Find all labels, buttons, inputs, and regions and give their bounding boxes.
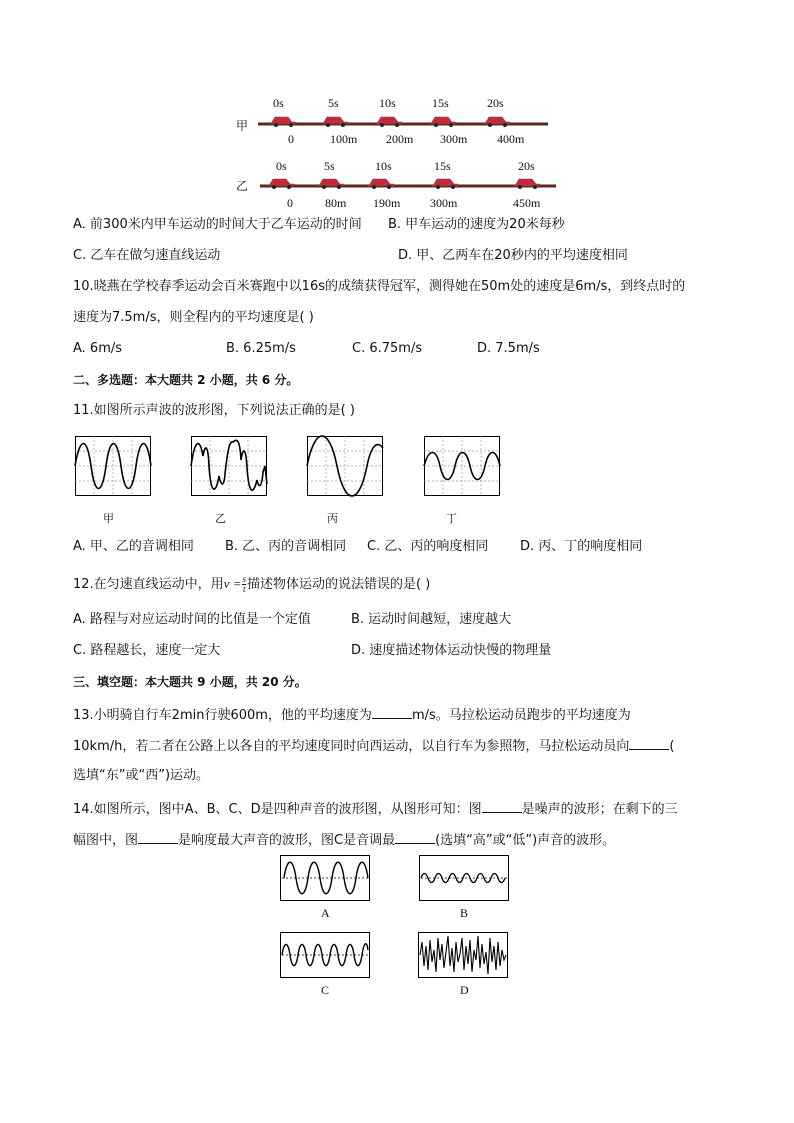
q12-formula-denominator: t (242, 584, 246, 594)
row-b-time-4: 20s (518, 159, 535, 173)
q14-line2-mid: 是响度最大声音的波形，图C是音调最 (178, 833, 396, 848)
row-b-dist-1: 80m (325, 196, 347, 210)
row-a-dist-2: 200m (386, 132, 414, 146)
row-a-dist-4: 400m (497, 132, 525, 146)
waveform-label-C: C (321, 983, 330, 997)
waveform-label-yi: 乙 (215, 512, 226, 525)
row-a-time-3: 15s (432, 96, 449, 110)
q11-option-d: D. 丙、丁的响度相同 (520, 539, 643, 554)
row-a-time-4: 20s (487, 96, 504, 110)
q14-blank-pitch[interactable] (395, 831, 435, 844)
q14-line2-pre: 幅图中，图 (73, 833, 139, 848)
q9-option-b: B. 甲车运动的速度为20米每秒 (388, 217, 565, 232)
waveform-ding (424, 436, 500, 496)
row-b-dist-0: 0 (287, 196, 293, 210)
q13-line2 (73, 737, 674, 755)
q10-option-c: C. 6.75m/s (352, 341, 423, 356)
waveform-label-B: B (460, 906, 469, 920)
q13-line2-pre: 10km/h，若二者在公路上以各自的平均速度同时向西运动，以自行车为参照物，马拉松运动员向 (73, 739, 630, 754)
row-b-dist-2: 190m (373, 196, 401, 210)
q9-option-d: D. 甲、乙两车在20秒内的平均速度相同 (398, 248, 628, 263)
row-b-label: 乙 (236, 179, 249, 193)
q9-option-a: A. 前300米内甲车运动的时间大于乙车运动的时间 (73, 217, 362, 232)
q14-blank-noise[interactable] (482, 800, 522, 813)
waveform-A (280, 855, 370, 901)
waveform-jia (75, 436, 151, 496)
q13-line1-pre: 13.小明骑自行车2min行驶600m，他的平均速度为 (73, 708, 372, 723)
row-a-track (258, 112, 548, 132)
row-a-dist-0: 0 (288, 132, 294, 146)
row-b-dist-4: 450m (513, 196, 541, 210)
q12-formula-numerator: s (242, 574, 246, 584)
q13-line2-post: ( (669, 739, 675, 754)
q12-stem-pre: 12.在匀速直线运动中，用 (73, 577, 224, 592)
row-a-time-0: 0s (273, 96, 284, 110)
q12-formula-fraction (242, 575, 246, 594)
q14-line2 (73, 831, 615, 849)
q12-option-c: C. 路程越长，速度一定大 (73, 643, 221, 658)
waveform-label-bing: 丙 (327, 512, 338, 525)
q13-blank-speed[interactable] (372, 706, 412, 719)
row-b-track (260, 174, 556, 194)
q10-option-b: B. 6.25m/s (226, 341, 296, 356)
q13-line1-post: m/s。马拉松运动员跑步的平均速度为 (411, 708, 631, 723)
q11-option-b: B. 乙、丙的音调相同 (225, 539, 347, 554)
q12-option-b: B. 运动时间越短，速度越大 (351, 612, 512, 627)
section-3-heading: 三、填空题：本大题共 9 小题，共 20 分。 (73, 675, 307, 689)
section-2-heading: 二、多选题：本大题共 2 小题，共 6 分。 (73, 373, 299, 387)
q14-line1-pre: 14.如图所示，图中A、B、C、D是四种声音的波形图，从图形可知：图 (73, 802, 482, 817)
waveform-B (419, 855, 509, 901)
q13-line3: 选填“东”或“西”)运动。 (73, 768, 210, 783)
q14-blank-loudest[interactable] (138, 831, 178, 844)
q9-option-c: C. 乙车在做匀速直线运动 (73, 248, 221, 263)
q11-stem: 11.如图所示声波的波形图，下列说法正确的是( ) (73, 403, 355, 418)
row-b-time-0: 0s (276, 159, 287, 173)
row-b-time-3: 15s (434, 159, 451, 173)
row-a-dist-3: 300m (440, 132, 468, 146)
waveform-yi (191, 436, 267, 496)
q14-line1-post: 是噪声的波形；在剩下的三 (521, 802, 678, 817)
q12-stem (73, 575, 430, 594)
waveform-D (418, 932, 508, 978)
q12-option-d: D. 速度描述物体运动快慢的物理量 (351, 643, 552, 658)
q10-option-a: A. 6m/s (73, 341, 123, 356)
q12-formula-v: v = (223, 576, 242, 591)
row-a-time-2: 10s (379, 96, 396, 110)
row-a-dist-1: 100m (330, 132, 358, 146)
row-b-time-1: 5s (324, 159, 335, 173)
q14-line1 (73, 800, 678, 818)
q10-stem-line1: 10.晓燕在学校春季运动会百米赛跑中以16s的成绩获得冠军，测得她在50m处的速度是6m/s，到终点时的 (73, 279, 686, 294)
waveform-bing (307, 436, 383, 496)
q10-stem-line2: 速度为7.5m/s，则全程内的平均速度是( ) (73, 310, 314, 325)
q11-option-c: C. 乙、丙的响度相同 (367, 539, 489, 554)
row-a-time-1: 5s (328, 96, 339, 110)
waveform-label-ding: 丁 (446, 512, 457, 525)
q13-line1 (73, 706, 631, 724)
waveform-label-D: D (460, 983, 469, 997)
waveform-label-jia: 甲 (103, 512, 114, 525)
row-b-dist-3: 300m (430, 196, 458, 210)
q11-option-a: A. 甲、乙的音调相同 (73, 539, 194, 554)
row-a-label: 甲 (236, 119, 249, 133)
q13-blank-direction[interactable] (629, 737, 669, 750)
row-b-time-2: 10s (375, 159, 392, 173)
q12-stem-post: 描述物体运动的说法错误的是( ) (247, 577, 431, 592)
q10-option-d: D. 7.5m/s (477, 341, 540, 356)
q14-line2-post: (选填“高”或“低”)声音的波形。 (435, 833, 616, 848)
waveform-label-A: A (321, 906, 330, 920)
waveform-C (280, 932, 370, 978)
q12-option-a: A. 路程与对应运动时间的比值是一个定值 (73, 612, 311, 627)
